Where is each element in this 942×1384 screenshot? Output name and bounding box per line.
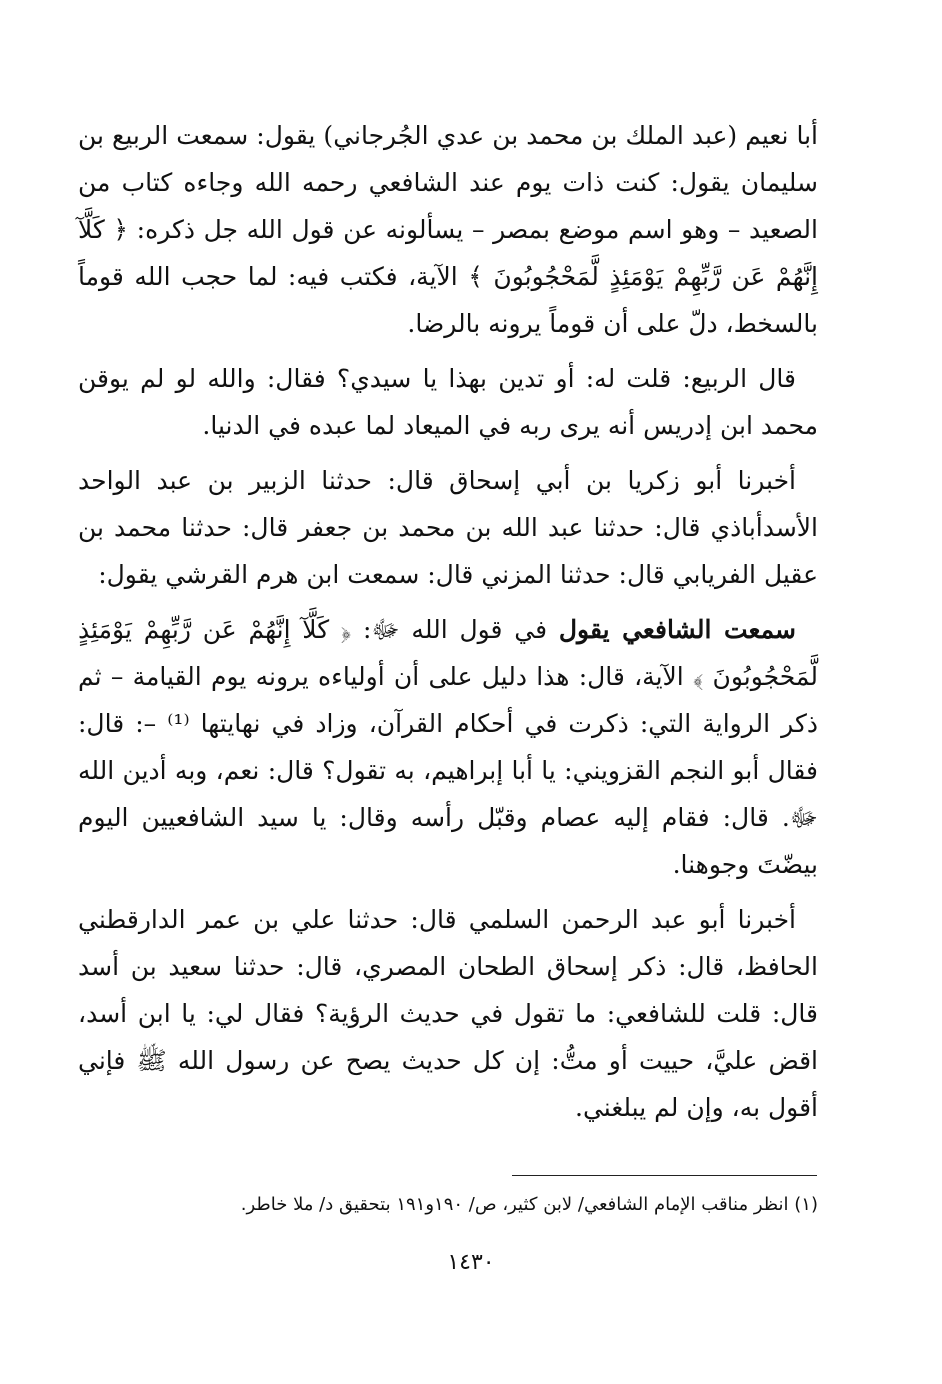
quote-lead: سمعت الشافعي يقول	[558, 615, 796, 644]
main-text	[78, 112, 818, 1139]
quote-body: في قول الله ﷻ: ﴿ كَلَّآ إِنَّهُمْ عَن رَّبِّهِمْ يَوْمَئِذٍ لَّمَحْجُوبُونَ ﴾ الآية، قال: هذا دليل على أن أولياءه يرونه يوم القيامة – ثم ذكر الرواية التي: ذكرت في أحكام القرآن، وزاد في نهايتها ⁽¹⁾ –: قال: فقال أبو النجم القزويني: يا أبا إبراهيم، به تقول؟ قال: نعم، وبه أدين الله ﷻ. قال: فقام إليه عصام وقبّل رأسه وقال: يا سيد الشافعيين اليوم بيضّتَ وجوهنا.	[78, 615, 818, 879]
footnote: (١) انظر مناقب الإمام الشافعي/ لابن كثير، ص/ ١٩٠و١٩١ بتحقيق د/ ملا خاطر.	[240, 1194, 818, 1215]
paragraph-chain-of-narration: أخبرنا أبو زكريا بن أبي إسحاق قال: حدثنا الزبير بن عبد الواحد الأسدأباذي قال: حدثنا عبد الله بن محمد بن جعفر قال: حدثنا محمد بن عقيل الفريابي قال: حدثنا المزني قال: سمعت ابن هرم القرشي يقول:	[78, 466, 818, 589]
paragraph-rabi-question: قال الربيع: قلت له: أو تدين بهذا يا سيدي؟ فقال: والله لو لم يوقن محمد ابن إدريس أنه يرى ربه في الميعاد لما عبده في الدنيا.	[78, 364, 818, 440]
footnote-divider	[512, 1175, 817, 1176]
page-number: ١٤٣٠	[447, 1250, 495, 1275]
paragraph-rabi-narration: أبا نعيم (عبد الملك بن محمد بن عدي الجُرجاني) يقول: سمعت الربيع بن سليمان يقول: كنت ذات يوم عند الشافعي رحمه الله وجاءه كتاب من الصعيد – وهو اسم موضع بمصر – يسألونه عن قول الله جل ذكره: ﴿ كَلَّآ إِنَّهُمْ عَن رَّبِّهِمْ يَوْمَئِذٍ لَّمَحْجُوبُونَ ﴾ الآية، فكتب فيه: لما حجب الله قوماً بالسخط، دلّ على أن قوماً يرونه بالرضا.	[78, 121, 818, 338]
paragraph-shafii-quote	[78, 606, 818, 888]
paragraph-ruya-hadith: أخبرنا أبو عبد الرحمن السلمي قال: حدثنا علي بن عمر الدارقطني الحافظ، قال: ذكر إسحاق الطحان المصري، قال: حدثنا سعيد بن أسد قال: قلت للشافعي: ما تقول في حديث الرؤية؟ فقال لي: يا ابن أسد، اقض عليَّ، حييت أو متُّ: إن كل حديث يصح عن رسول الله ﷺ فإني أقول به، وإن لم يبلغني.	[78, 905, 818, 1122]
